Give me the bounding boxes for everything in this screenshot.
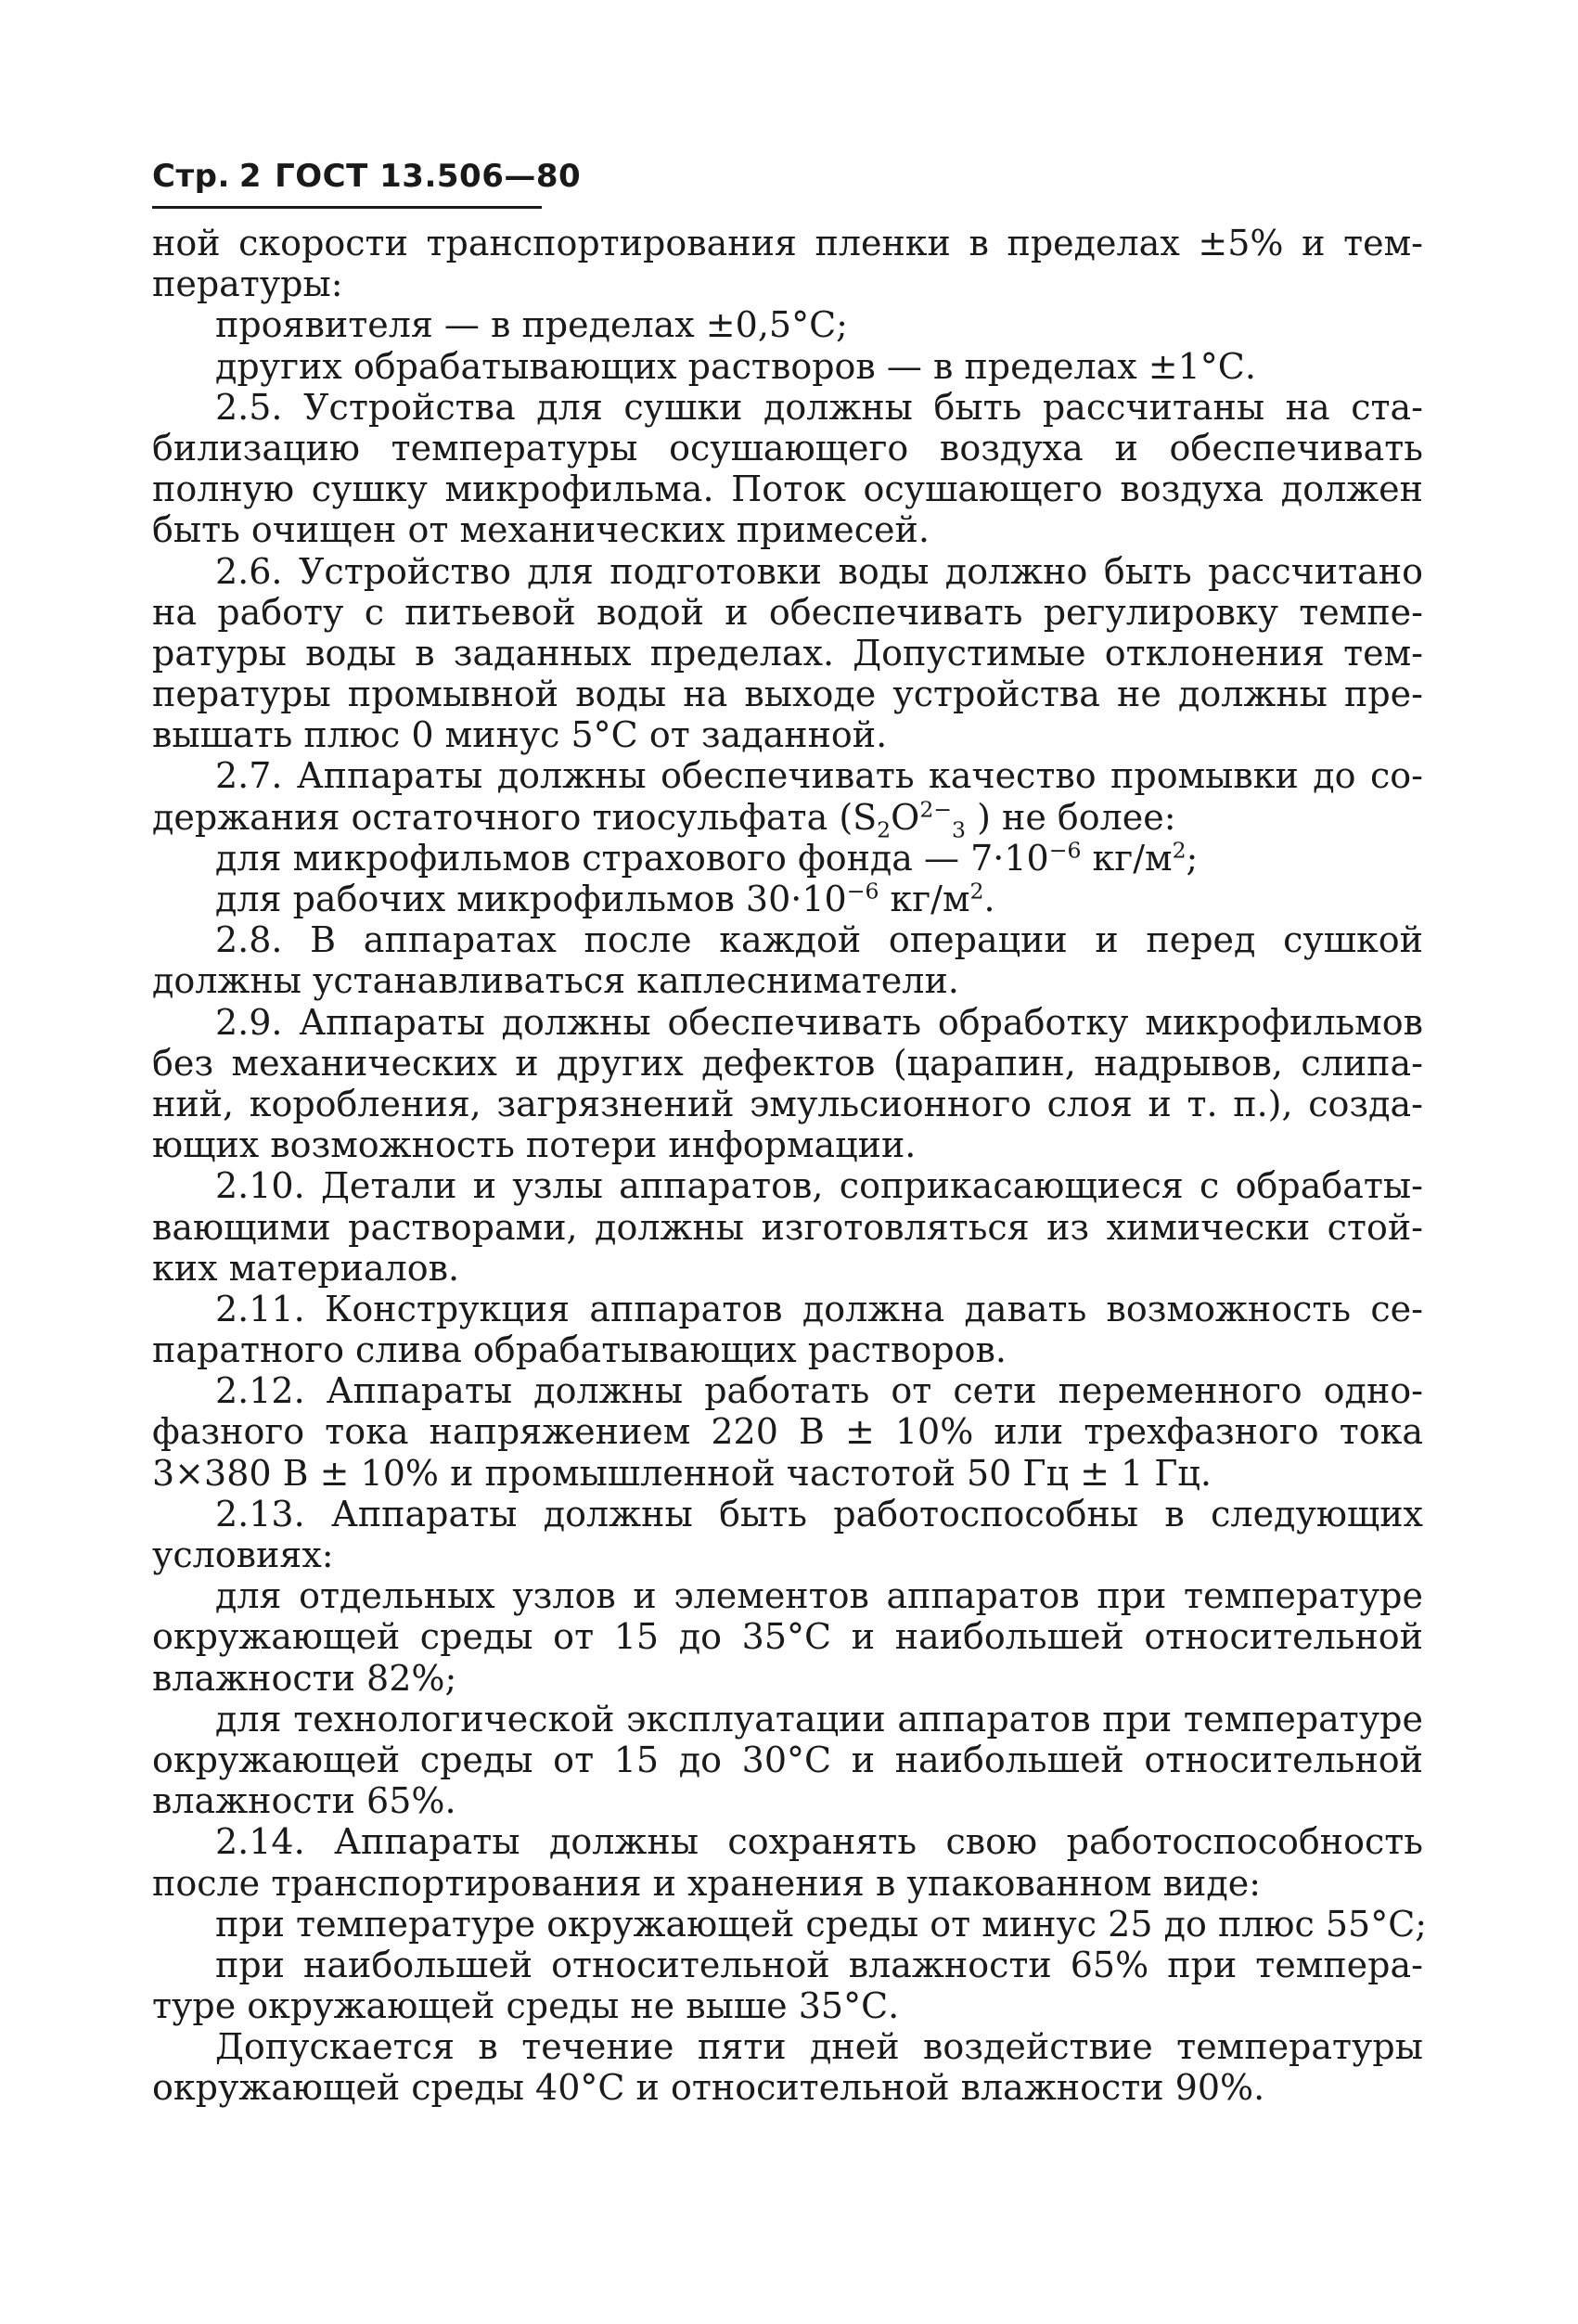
text-fragment: O bbox=[891, 796, 920, 838]
text-line: при температуре окружающей среды от минус 25 до плюс 55°С; bbox=[215, 1903, 1428, 1945]
clause-2-10: 2.10. Детали и узлы аппаратов, соприкасающиеся с обрабаты- bbox=[215, 1165, 1423, 1207]
text-fragment: ) не более: bbox=[966, 796, 1176, 838]
text-line bbox=[152, 879, 1423, 919]
page-label: Стр. bbox=[152, 158, 230, 195]
text-line: ной скорости транспортирования пленки в пределах ±5% и тем- bbox=[152, 223, 1423, 263]
text-fragment: для микрофильмов страхового фонда — 7·10 bbox=[215, 837, 1049, 879]
superscript: 2 bbox=[1172, 837, 1187, 864]
text-fragment: для рабочих микрофильмов 30·10 bbox=[215, 879, 847, 919]
text-fragment: ; bbox=[1186, 837, 1199, 879]
subscript: 3 bbox=[952, 816, 967, 843]
standard-number: ГОСТ 13.506—80 bbox=[275, 158, 582, 195]
page-header bbox=[152, 158, 581, 195]
subscript: 2 bbox=[877, 816, 892, 843]
text-line: проявителя — в пределах ±0,5°С; bbox=[215, 304, 848, 346]
text-line: для технологической эксплуатации аппаратов при температуре bbox=[215, 1698, 1423, 1740]
clause-2-12: 2.12. Аппараты должны работать от сети переменного одно- bbox=[215, 1370, 1423, 1412]
superscript: 2 bbox=[969, 878, 984, 905]
text-line: должны устанавливаться каплесниматели. bbox=[152, 960, 959, 1002]
text-line: пературы: bbox=[152, 263, 343, 305]
text-line: других обрабатывающих растворов — в пределах ±1°С. bbox=[215, 345, 1256, 387]
text-line bbox=[152, 838, 1423, 879]
text-line: после транспортирования и хранения в упакованном виде: bbox=[152, 1862, 1262, 1904]
text-fragment: кг/м bbox=[879, 879, 970, 919]
superscript: 2− bbox=[919, 795, 953, 822]
text-line: ний, коробления, загрязнений эмульсионного слоя и т. п.), созда- bbox=[152, 1083, 1423, 1124]
text-line: без механических и других дефектов (царапин, надрывов, слипа- bbox=[152, 1042, 1423, 1084]
text-line: быть очищен от механических примесей. bbox=[152, 509, 930, 551]
text-fragment: . bbox=[983, 879, 995, 919]
text-line: вышать плюс 0 минус 5°С от заданной. bbox=[152, 714, 888, 756]
text-line: фазного тока напряжением 220 В ± 10% или трехфазного тока bbox=[152, 1411, 1423, 1453]
text-line bbox=[152, 795, 1423, 843]
text-line: для отдельных узлов и элементов аппаратов при температуре bbox=[215, 1575, 1423, 1617]
clause-2-6: 2.6. Устройство для подготовки воды должно быть рассчитано bbox=[215, 550, 1423, 592]
text-line: на работу с питьевой водой и обеспечивать регулировку темпе- bbox=[152, 591, 1423, 633]
clause-2-14: 2.14. Аппараты должны сохранять свою работоспособность bbox=[215, 1821, 1423, 1863]
text-fragment: держания остаточного тиосульфата (S bbox=[152, 796, 878, 838]
text-line: паратного слива обрабатывающих растворов. bbox=[152, 1329, 1007, 1371]
superscript: −6 bbox=[846, 878, 879, 905]
header-rule bbox=[152, 206, 542, 209]
text-line: 3×380 В ± 10% и промышленной частотой 50 Гц ± 1 Гц. bbox=[152, 1452, 1212, 1494]
text-line: влажности 65%. bbox=[152, 1780, 456, 1822]
text-line: пературы промывной воды на выходе устройства не должны пре- bbox=[152, 674, 1423, 715]
text-line: туре окружающей среды не выше 35°С. bbox=[152, 1985, 900, 2027]
clause-2-7: 2.7. Аппараты должны обеспечивать качество промывки до со- bbox=[215, 755, 1423, 797]
text-line: условиях: bbox=[152, 1534, 334, 1575]
text-line: окружающей среды 40°С и относительной влажности 90%. bbox=[152, 2067, 1265, 2109]
text-line: влажности 82%; bbox=[152, 1657, 457, 1699]
clause-2-9: 2.9. Аппараты должны обеспечивать обработку микрофильмов bbox=[215, 1001, 1423, 1043]
text-line: полную сушку микрофильма. Поток осушающего воздуха должен bbox=[152, 469, 1423, 510]
text-line: окружающей среды от 15 до 30°С и наибольшей относительной bbox=[152, 1739, 1423, 1780]
document-body bbox=[152, 223, 1428, 2109]
clause-2-13: 2.13. Аппараты должны быть работоспособны в следующих bbox=[215, 1493, 1423, 1534]
text-line: билизацию температуры осушающего воздуха и обеспечивать bbox=[152, 427, 1423, 469]
text-line: ратуры воды в заданных пределах. Допустимые отклонения тем- bbox=[152, 632, 1423, 674]
text-line: ющих возможность потери информации. bbox=[152, 1124, 917, 1166]
clause-2-5: 2.5. Устройства для сушки должны быть рассчитаны на ста- bbox=[215, 386, 1423, 428]
text-line: при наибольшей относительной влажности 65% при темпера- bbox=[215, 1944, 1423, 1985]
text-fragment: кг/м bbox=[1081, 837, 1173, 879]
superscript: −6 bbox=[1048, 837, 1082, 864]
page-number: 2 bbox=[238, 158, 263, 195]
text-line: Допускается в течение пяти дней воздействие температуры bbox=[215, 2026, 1423, 2068]
clause-2-8: 2.8. В аппаратах после каждой операции и перед сушкой bbox=[215, 919, 1423, 961]
text-line: вающими растворами, должны изготовляться из химически стой- bbox=[152, 1206, 1423, 1248]
text-line: окружающей среды от 15 до 35°С и наибольшей относительной bbox=[152, 1616, 1423, 1658]
text-line: ких материалов. bbox=[152, 1247, 460, 1289]
clause-2-11: 2.11. Конструкция аппаратов должна давать возможность се- bbox=[215, 1288, 1423, 1329]
